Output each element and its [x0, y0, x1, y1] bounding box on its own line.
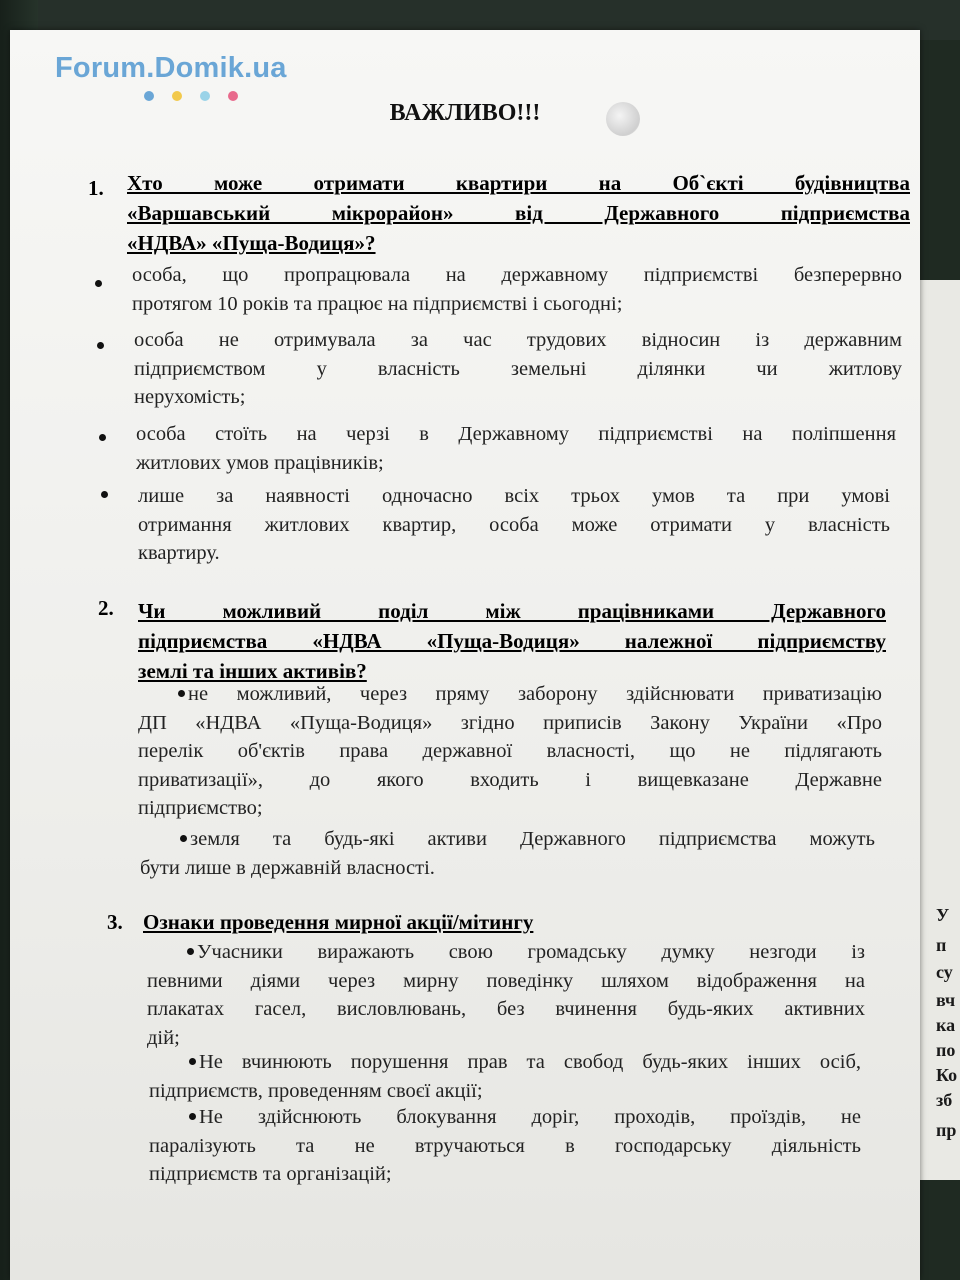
bullet-line: лише за наявності одночасно всіх трьох умов та при умові: [138, 485, 890, 507]
pin-icon: [606, 102, 640, 136]
bullet-line: житлових умов працівників;: [136, 451, 384, 474]
section-heading: [127, 168, 910, 258]
section-heading: [138, 596, 886, 686]
bullet-icon: [180, 835, 187, 842]
section-heading-line: «НДВА» «Пуща-Водиця»?: [127, 231, 376, 255]
bullet-line: дій;: [147, 1026, 180, 1049]
bullet-line: ДП «НДВА «Пуща-Водиця» згідно приписів Закону України «Про: [138, 711, 882, 734]
bullet-line: підприємств та організацій;: [149, 1163, 392, 1185]
bullet-line: особа не отримувала за час трудових відносин із державним: [134, 329, 902, 351]
bullet-icon: [189, 1058, 196, 1065]
bullet-item: [138, 680, 882, 823]
bullet-line: паралізують та не втручаються в господарську діяльність: [149, 1134, 861, 1157]
section-number: 3.: [107, 910, 123, 934]
adjacent-notice-fragment: вч: [936, 990, 956, 1010]
bullet-line: земля та будь-які активи Державного підприємства можуть: [140, 825, 875, 854]
bullet-line: Не здійснюють блокування доріг, проходів, проїздів, не: [149, 1103, 861, 1132]
bullet-line: Учасники виражають свою громадську думку незгоди із: [147, 938, 865, 967]
section-heading: [143, 907, 743, 937]
section-heading-line: підприємства «НДВА «Пуща-Водиця» належної підприємству: [138, 629, 886, 653]
watermark-logo: Forum.Domik.ua: [55, 52, 287, 84]
bullet-item: [147, 938, 865, 1052]
section-heading-line: «Варшавський мікрорайон» від Державного підприємства: [127, 201, 910, 225]
notice-sheet: [10, 30, 920, 1280]
bullet-icon: [101, 491, 108, 498]
section-heading-line: землі та інших активів?: [138, 659, 367, 683]
adjacent-notice-fragment: У: [936, 905, 950, 925]
bullet-item: [138, 482, 890, 568]
adjacent-notice-fragment: по: [936, 1040, 956, 1060]
notice-title: ВАЖЛИВО!!!: [389, 100, 541, 126]
bullet-line: особа, що пропрацювала на державному підприємстві безперервно: [132, 264, 902, 286]
adjacent-notice-fragment: су: [936, 962, 953, 982]
bullet-line: не можливий, через пряму заборону здійснювати приватизацію: [138, 680, 882, 709]
bullet-line: нерухомість;: [134, 386, 246, 408]
bullet-line: приватизації», до якого входить і вищевказане Державне: [138, 768, 882, 791]
bullet-line: плакатах гасел, висловлювань, без вчинення будь-яких активних: [147, 998, 865, 1020]
adjacent-notice-fragment: ка: [936, 1015, 956, 1035]
bullet-item: [136, 420, 896, 477]
bullet-line: підприємств, проведенням своєї акції;: [149, 1079, 483, 1102]
bullet-item: [132, 261, 902, 318]
section-number: 1.: [88, 176, 104, 200]
bullet-item: [134, 326, 902, 412]
bullet-line: бути лише в державній власності.: [140, 856, 435, 879]
bullet-icon: [189, 1113, 196, 1120]
section-heading-line: Хто може отримати квартири на Об`єкті будівництва: [127, 171, 910, 195]
bullet-icon: [95, 280, 102, 287]
bullet-line: квартиру.: [138, 542, 220, 564]
section-number: 2.: [98, 596, 114, 620]
bullet-line: Не вчинюють порушення прав та свобод будь-яких інших осіб,: [149, 1048, 861, 1077]
bullet-icon: [178, 690, 185, 697]
adjacent-notice-fragment: пр: [936, 1120, 957, 1140]
bullet-line: отримання житлових квартир, особа може отримати у власність: [138, 513, 890, 536]
bullet-icon: [187, 948, 194, 955]
section-heading-line: Ознаки проведення мирної акції/мітингу: [143, 910, 534, 934]
bullet-line: підприємство;: [138, 797, 263, 819]
bullet-item: [140, 825, 875, 882]
bullet-line: певними діями через мирну поведінку шляхом відображення на: [147, 969, 865, 992]
adjacent-notice-fragment: Ко: [936, 1065, 958, 1085]
bullet-item: [149, 1048, 861, 1105]
bullet-line: підприємством у власність земельні ділянки чи житлову: [134, 357, 902, 380]
adjacent-notice-fragment: п: [936, 935, 947, 955]
section-heading-line: Чи можливий поділ між працівниками Державного: [138, 599, 886, 623]
bullet-icon: [97, 342, 104, 349]
bullet-line: особа стоїть на черзі в Державному підприємстві на поліпшення: [136, 423, 896, 445]
bullet-line: протягом 10 років та працює на підприємстві і сьогодні;: [132, 292, 623, 315]
bullet-icon: [99, 434, 106, 441]
adjacent-notice-fragment: зб: [936, 1090, 953, 1110]
bullet-line: перелік об'єктів права державної власності, що не підлягають: [138, 740, 882, 762]
bullet-item: [149, 1103, 861, 1189]
